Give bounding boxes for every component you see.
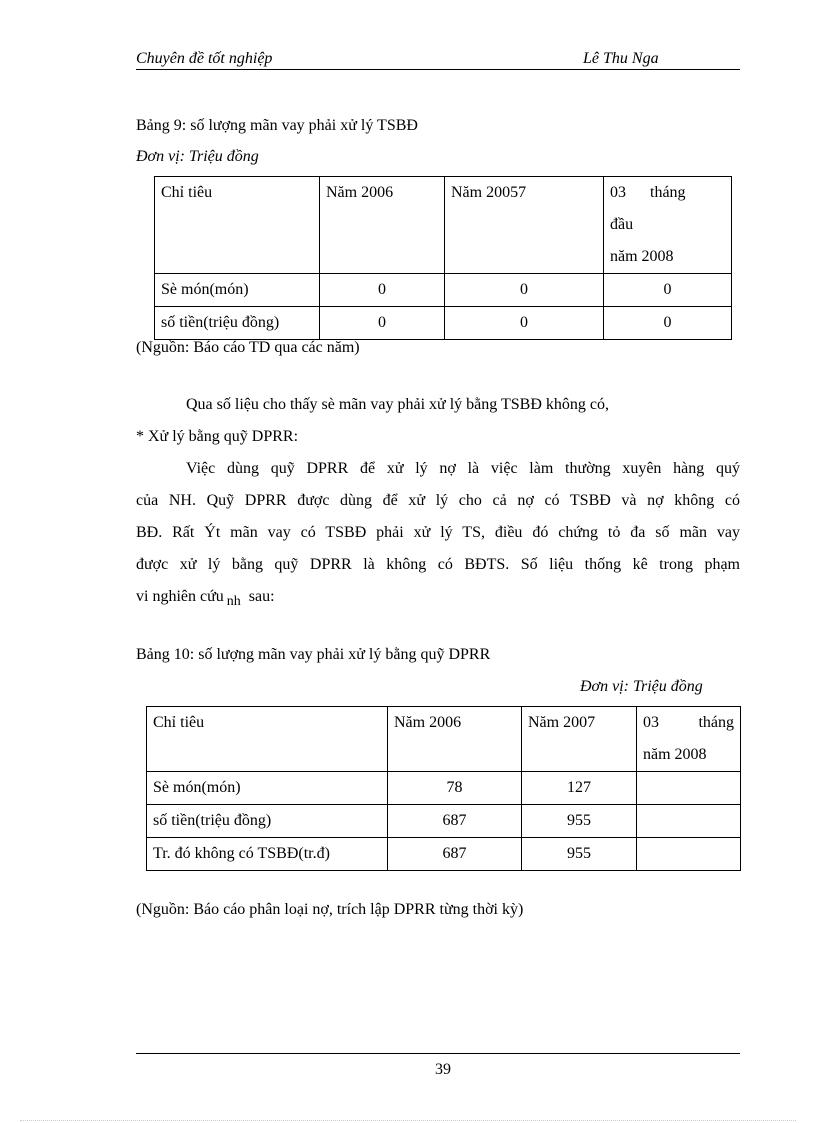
header-cell-word: 03: [643, 714, 659, 731]
table-header-row: [147, 707, 741, 772]
table9: [154, 176, 732, 340]
cell: 687: [388, 838, 522, 871]
cell: 0: [320, 274, 445, 307]
table9-unit: Đơn vị: Triệu đồng: [136, 148, 259, 165]
cell: số tiền(triệu đồng): [155, 307, 320, 340]
table-row: [147, 805, 741, 838]
cell: Sè món(món): [155, 274, 320, 307]
table9-caption: Bảng 9: số lượng mãn vay phải xử lý TSBĐ: [136, 117, 418, 134]
header-cell: [637, 707, 741, 772]
header-cell: [604, 177, 732, 274]
cell: 0: [604, 307, 732, 340]
header-left: Chuyên đề tốt nghiệp: [136, 50, 273, 67]
paragraph-1: Qua số liệu cho thấy sè mãn vay phải xử lý bằng TSBĐ không có,: [186, 396, 609, 413]
paragraph-3-text: vi nghiên cứu: [136, 588, 224, 605]
cell: 955: [522, 805, 637, 838]
table10-source: (Nguồn: Báo cáo phân loại nợ, trích lập DPRR từng thời kỳ): [136, 901, 524, 918]
header-cell: Năm 2006: [320, 177, 445, 274]
cell: [637, 838, 741, 871]
footer-rule: [136, 1053, 740, 1054]
paragraph-3-line: Việc dùng quỹ DPRR để xử lý nợ là việc làm thường xuyên hàng quý: [186, 460, 740, 477]
header-cell: Năm 20057: [445, 177, 604, 274]
table-row: [155, 307, 732, 340]
paragraph-3-sub: nh: [226, 594, 241, 610]
table9-source: (Nguồn: Báo cáo TD qua các năm): [136, 339, 360, 356]
header-cell: Chỉ tiêu: [155, 177, 320, 274]
cell: [637, 772, 741, 805]
paragraph-3-text: sau:: [248, 588, 275, 605]
cell: Sè món(món): [147, 772, 388, 805]
table10: [146, 706, 741, 871]
header-cell: Năm 2007: [522, 707, 637, 772]
cell: 955: [522, 838, 637, 871]
table-row: [155, 274, 732, 307]
paragraph-3-line: BĐ. Rất Ýt mãn vay có TSBĐ phải xử lý TS, điều đó chứng tỏ đa số mãn vay: [136, 524, 740, 541]
cell: 0: [445, 307, 604, 340]
cell: 0: [445, 274, 604, 307]
cell: Tr. đó không có TSBĐ(tr.đ): [147, 838, 388, 871]
header-cell-line2: năm 2008: [643, 746, 707, 763]
page-number: 39: [435, 1061, 451, 1078]
header-cell-line2: năm 2008: [610, 248, 674, 265]
header-cell: Chỉ tiêu: [147, 707, 388, 772]
cell: 0: [604, 274, 732, 307]
paragraph-3-line: của NH. Quỹ DPRR được dùng để xử lý cho cả nợ có TSBĐ và nợ không có: [136, 492, 740, 509]
header-cell: Năm 2006: [388, 707, 522, 772]
cell: số tiền(triệu đồng): [147, 805, 388, 838]
header-rule: [136, 69, 740, 70]
cell: [637, 805, 741, 838]
header-right: Lê Thu Nga: [583, 50, 659, 67]
table10-caption: Bảng 10: số lượng mãn vay phải xử lý bằng quỹ DPRR: [136, 646, 491, 663]
page-edge-dotted-line: [20, 1120, 796, 1121]
table-row: [147, 838, 741, 871]
table-row: [147, 772, 741, 805]
cell: 0: [320, 307, 445, 340]
header-cell-line1: 03 tháng đầu: [610, 184, 686, 233]
table-header-row: [155, 177, 732, 274]
paragraph-2: * Xử lý bằng quỹ DPRR:: [136, 428, 299, 445]
paragraph-3-last-line: [136, 581, 740, 618]
paragraph-3-line: được xử lý bằng quỹ DPRR là không có BĐTS. Số liệu thống kê trong phạm: [136, 556, 740, 573]
cell: 127: [522, 772, 637, 805]
cell: 687: [388, 805, 522, 838]
cell: 78: [388, 772, 522, 805]
table10-unit: Đơn vị: Triệu đồng: [580, 678, 703, 695]
header-cell-word: tháng: [698, 714, 734, 731]
paragraph-3: [136, 453, 740, 618]
